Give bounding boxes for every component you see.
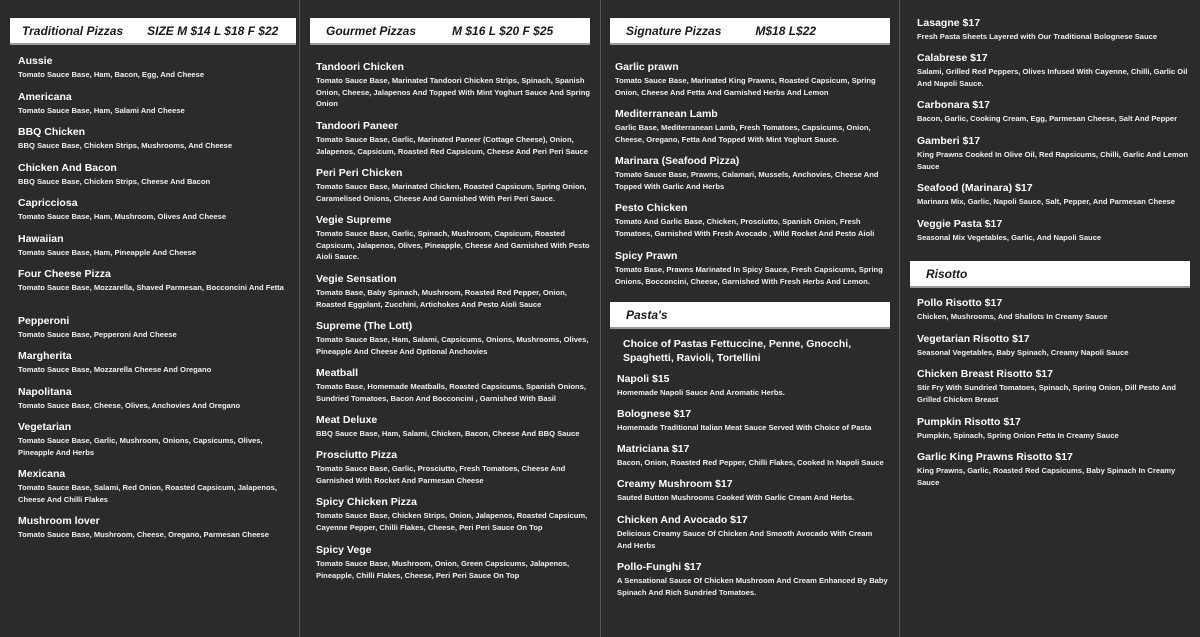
menu-item-description: Tomato Base, Baby Spinach, Mushroom, Roasted Red Pepper, Onion, Roasted Eggplant, Zucchini, Artichokes And Pesto Aioli Sauce	[316, 288, 567, 309]
menu-item-description: Tomato Sauce Base, Cheese, Olives, Anchovies And Oregano	[18, 401, 241, 410]
section-price: M $16 L $20 F $25	[452, 23, 554, 38]
menu-item-name: Bolognese $17	[617, 408, 692, 420]
section-title: Risotto	[926, 266, 968, 281]
section-price: SIZE M $14 L $18 F $22	[147, 23, 279, 38]
menu-item	[917, 135, 1190, 172]
menu-item-description: Seasonal Mix Vegetables, Garlic, And Napoli Sauce	[917, 233, 1102, 242]
menu-item	[316, 120, 591, 157]
menu-item-name: Pollo-Funghi $17	[617, 561, 702, 573]
menu-item-description: King Prawns, Garlic, Roasted Red Capsicums, Baby Spinach In Creamy Sauce	[917, 466, 1176, 487]
menu-item	[316, 167, 591, 204]
menu-item-description: Tomato Sauce Base, Mushroom, Cheese, Oregano, Parmesan Cheese	[18, 530, 269, 539]
menu-item-description: BBQ Sauce Base, Chicken Strips, Mushrooms, And Cheese	[18, 141, 233, 150]
menu-item-name: Napolitana	[18, 386, 72, 398]
menu-item-description: Tomato Sauce Base, Ham, Salami, Capsicums, Onions, Mushrooms, Olives, Pineapple And Cheese And Optional Anchovies	[316, 335, 589, 356]
menu-item	[917, 52, 1190, 89]
menu-item-description: Garlic Base, Mediterranean Lamb, Fresh Tomatoes, Capsicums, Onion, Cheese, Oregano, Fetta And Topped With Mint Yoghurt Sauce.	[615, 123, 871, 144]
menu-item-description: Seasonal Vegetables, Baby Spinach, Creamy Napoli Sauce	[917, 348, 1129, 357]
gourmet-pizzas-column	[300, 0, 599, 637]
menu-item	[917, 333, 1190, 359]
menu-item	[617, 478, 888, 504]
traditional-pizzas-column	[0, 0, 298, 637]
traditional-pizzas-header	[10, 18, 296, 45]
menu-item-name: Napoli $15	[617, 373, 670, 385]
menu-item-name: Lasagne $17	[917, 17, 981, 29]
section-title: Gourmet Pizzas	[326, 23, 417, 38]
menu-item	[316, 544, 591, 581]
menu-item	[316, 449, 591, 486]
menu-item	[18, 468, 284, 505]
menu-item	[917, 17, 1190, 43]
menu-item-name: Tandoori Chicken	[316, 61, 404, 73]
menu-item	[18, 197, 284, 223]
menu-item	[617, 561, 888, 598]
menu-item	[617, 408, 888, 434]
menu-item-name: Spicy Chicken Pizza	[316, 496, 417, 508]
menu-item-description: A Sensational Sauce Of Chicken Mushroom And Cream Enhanced By Baby Spinach And Rich Sundried Tomatoes.	[617, 576, 888, 597]
menu-item-name: Meatball	[316, 367, 359, 379]
pasta-choice-note: Choice of Pastas Fettuccine, Penne, Gnocchi, Spaghetti, Ravioli, Tortellini	[623, 338, 852, 364]
menu-item-name: BBQ Chicken	[18, 126, 86, 138]
menu-item	[316, 367, 591, 404]
menu-item	[18, 162, 284, 188]
menu-item-name: Mediterranean Lamb	[615, 108, 718, 120]
menu-item-name: Vegie Sensation	[316, 273, 397, 285]
section-price: M$18 L$22	[755, 23, 817, 38]
menu-item	[18, 350, 284, 376]
menu-item-description: Homemade Napoli Sauce And Aromatic Herbs.	[617, 388, 785, 397]
menu-item-description: Tomato Sauce Base, Garlic, Spinach, Mushroom, Capsicum, Roasted Capsicum, Jalapenos, Olives, Pineapple, Cheese And Garnished With Pesto Aioli Sauce.	[316, 229, 590, 262]
menu-item	[615, 250, 888, 287]
menu-item-description: Tomato Sauce Base, Mozzarella, Shaved Parmesan, Bocconcini And Fetta	[18, 283, 284, 292]
menu-item-description: Marinara Mix, Garlic, Napoli Sauce, Salt, Pepper, And Parmesan Cheese	[917, 197, 1176, 206]
menu-item	[917, 368, 1190, 405]
menu-item-description: Tomato Sauce Base, Marinated King Prawns, Roasted Capsicum, Spring Onion, Cheese And Fetta And Garnished Herbs And Lemon	[615, 76, 876, 97]
menu-item-name: Vegetarian Risotto $17	[917, 333, 1030, 345]
section-title: Traditional Pizzas	[22, 23, 124, 38]
menu-item	[316, 320, 591, 357]
menu-item-name: Marinara (Seafood Pizza)	[615, 155, 740, 167]
menu-item-name: Matriciana $17	[617, 443, 690, 455]
menu-item-name: Four Cheese Pizza	[18, 268, 111, 280]
menu-item	[917, 297, 1190, 323]
menu-item-description: Homemade Traditional Italian Meat Sauce Served With Choice of Pasta	[617, 423, 872, 432]
menu-item-description: Tomato Sauce Base, Ham, Pineapple And Cheese	[18, 248, 197, 257]
menu-item-description: Tomato Sauce Base, Garlic, Marinated Paneer (Cottage Cheese), Onion, Jalapenos, Capsicum, Roasted Red Capsicum, Cheese And Peri Peri Sauce	[316, 135, 588, 156]
menu-item-name: Pesto Chicken	[615, 202, 688, 214]
menu-item-name: Veggie Pasta $17	[917, 218, 1003, 230]
menu-item-name: Supreme (The Lott)	[316, 320, 413, 332]
menu-item	[18, 386, 284, 412]
menu-item-description: Tomato Base, Homemade Meatballs, Roasted Capsicums, Spanish Onions, Sundried Tomatoes, Bacon And Bocconcini , Garnished With Basil	[316, 382, 586, 403]
menu-item-name: Capricciosa	[18, 197, 78, 209]
menu-item	[316, 61, 591, 110]
menu-item	[18, 55, 284, 81]
menu-item-name: Garlic King Prawns Risotto $17	[917, 451, 1073, 463]
menu-item-description: Pumpkin, Spinach, Spring Onion Fetta In Creamy Sauce	[917, 431, 1119, 440]
menu-item-name: Hawaiian	[18, 233, 64, 245]
menu-item-description: Tomato Sauce Base, Mozzarella Cheese And Oregano	[18, 365, 212, 374]
menu-item-description: Delicious Creamy Sauce Of Chicken And Smooth Avocado With Cream And Herbs	[617, 529, 873, 550]
menu-item-name: Pollo Risotto $17	[917, 297, 1003, 309]
menu-item-description: Bacon, Onion, Roasted Red Pepper, Chilli Flakes, Cooked In Napoli Sauce	[617, 458, 884, 467]
menu-item	[316, 414, 591, 440]
menu-item-name: Chicken And Avocado $17	[617, 514, 748, 526]
pastas-header	[610, 302, 890, 329]
menu-item	[617, 514, 888, 551]
menu-item	[617, 443, 888, 469]
menu-item-name: Chicken Breast Risotto $17	[917, 368, 1053, 380]
menu-item	[316, 214, 591, 263]
menu-item	[917, 451, 1190, 488]
section-title: Pasta's	[626, 307, 668, 322]
menu-item	[917, 99, 1190, 125]
menu-item-name: Prosciutto Pizza	[316, 449, 398, 461]
menu-item-description: Tomato Sauce Base, Chicken Strips, Onion, Jalapenos, Roasted Capsicum, Cayenne Pepper, Chilli Flakes, Cheese, Peri Peri Sauce On Top	[316, 511, 588, 532]
menu-item-description: Tomato Sauce Base, Marinated Tandoori Chicken Strips, Spinach, Spanish Onion, Cheese, Jalapenos And Topped With Mint Yoghurt Sauce And Spring Onion	[316, 76, 591, 109]
menu-item-name: Margherita	[18, 350, 72, 362]
menu-item-name: Meat Deluxe	[316, 414, 378, 426]
signature-pastas-column	[601, 0, 898, 637]
menu-item	[615, 61, 888, 98]
menu-item-name: Calabrese $17	[917, 52, 988, 64]
risotto-header	[910, 261, 1190, 288]
menu-item-name: Spicy Prawn	[615, 250, 678, 262]
signature-pizzas-header	[610, 18, 890, 45]
menu-item-name: Creamy Mushroom $17	[617, 478, 733, 490]
menu-item	[18, 315, 284, 341]
menu-item-description: BBQ Sauce Base, Ham, Salami, Chicken, Bacon, Cheese And BBQ Sauce	[316, 429, 580, 438]
menu-item-description: Tomato Sauce Base, Salami, Red Onion, Roasted Capsicum, Jalapenos, Cheese And Chilli Flakes	[18, 483, 277, 504]
menu-item-name: Mushroom lover	[18, 515, 100, 527]
menu-item-description: Tomato Sauce Base, Mushroom, Onion, Green Capsicums, Jalapenos, Pineapple, Chilli Flakes, Cheese, Peri Peri Sauce On Top	[316, 559, 570, 580]
menu-item-name: Mexicana	[18, 468, 66, 480]
menu-item	[18, 126, 284, 152]
menu-item-description: Tomato Sauce Base, Prawns, Calamari, Mussels, Anchovies, Cheese And Topped With Garlic And Herbs	[615, 170, 879, 191]
menu-item-description: Tomato Sauce Base, Ham, Salami And Cheese	[18, 106, 185, 115]
menu-item-description: Sauted Button Mushrooms Cooked With Garlic Cream And Herbs.	[617, 493, 855, 502]
menu-item-description: Tomato Sauce Base, Garlic, Mushroom, Onions, Capsicums, Olives, Pineapple And Herbs	[18, 436, 263, 457]
menu-item	[18, 91, 284, 117]
menu-item-description: Tomato Sauce Base, Pepperoni And Cheese	[18, 330, 177, 339]
gourmet-pizzas-header	[310, 18, 590, 45]
menu-item-name: Vegie Supreme	[316, 214, 392, 226]
menu-item-name: Gamberi $17	[917, 135, 981, 147]
menu-item	[18, 233, 284, 259]
menu-item	[615, 155, 888, 192]
menu-item-name: Aussie	[18, 55, 53, 67]
menu-item-name: Pepperoni	[18, 315, 70, 327]
menu-item-name: Tandoori Paneer	[316, 120, 399, 132]
menu-item-description: Bacon, Garlic, Cooking Cream, Egg, Parmesan Cheese, Salt And Pepper	[917, 114, 1178, 123]
menu-item-description: Tomato Base, Prawns Marinated In Spicy Sauce, Fresh Capsicums, Spring Onions, Bocconcini, Cheese, Garnished With Fresh Herbs And Lemon.	[615, 265, 883, 286]
menu-item-description: King Prawns Cooked In Olive Oil, Red Rapsicums, Chilli, Garlic And Lemon Sauce	[917, 150, 1189, 171]
menu-item	[917, 218, 1190, 244]
menu-item	[18, 515, 284, 541]
menu-item-description: Tomato Sauce Base, Garlic, Prosciutto, Fresh Tomatoes, Cheese And Garnished With Rocket And Parmesan Cheese	[316, 464, 566, 485]
menu-item-description: Tomato Sauce Base, Ham, Bacon, Egg, And Cheese	[18, 70, 205, 79]
menu-item	[18, 268, 284, 294]
section-title: Signature Pizzas	[626, 23, 722, 38]
menu-item-description: BBQ Sauce Base, Chicken Strips, Cheese And Bacon	[18, 177, 211, 186]
menu-item-name: Peri Peri Chicken	[316, 167, 403, 179]
menu-item-name: Americana	[18, 91, 72, 103]
menu-item-description: Stir Fry With Sundried Tomatoes, Spinach, Spring Onion, Dill Pesto And Grilled Chicken Breast	[917, 383, 1176, 404]
menu-item-description: Salami, Grilled Red Peppers, Olives Infused With Cayenne, Chilli, Garlic Oil And Napoli Sauce.	[917, 67, 1188, 88]
menu-item	[617, 373, 888, 399]
menu-item-name: Pumpkin Risotto $17	[917, 416, 1021, 428]
menu-item-description: Fresh Pasta Sheets Layered with Our Traditional Bolognese Sauce	[917, 32, 1158, 41]
menu-item	[917, 182, 1190, 208]
menu-item	[18, 421, 284, 458]
menu-item	[316, 273, 591, 310]
menu-item-name: Chicken And Bacon	[18, 162, 117, 174]
menu-item	[316, 496, 591, 533]
menu-item	[917, 416, 1190, 442]
menu-item	[615, 202, 888, 239]
menu-item-description: Chicken, Mushrooms, And Shallots In Creamy Sauce	[917, 312, 1108, 321]
menu-item	[615, 108, 888, 145]
menu-item-name: Garlic prawn	[615, 61, 679, 73]
menu-item-name: Seafood (Marinara) $17	[917, 182, 1033, 194]
menu-item-name: Vegetarian	[18, 421, 72, 433]
menu-item-description: Tomato Sauce Base, Marinated Chicken, Roasted Capsicum, Spring Onion, Caramelised Onions, Cheese And Garnished With Peri Peri Sauce.	[316, 182, 587, 203]
menu-item-description: Tomato Sauce Base, Ham, Mushroom, Olives And Cheese	[18, 212, 227, 221]
menu-item-description: Tomato And Garlic Base, Chicken, Prosciutto, Spanish Onion, Fresh Tomatoes, Garnished With Fresh Avocado , Wild Rocket And Pesto Aioli	[615, 217, 875, 238]
pastas-risotto-column	[900, 0, 1200, 637]
menu-item-name: Spicy Vege	[316, 544, 372, 556]
menu-item-name: Carbonara $17	[917, 99, 990, 111]
